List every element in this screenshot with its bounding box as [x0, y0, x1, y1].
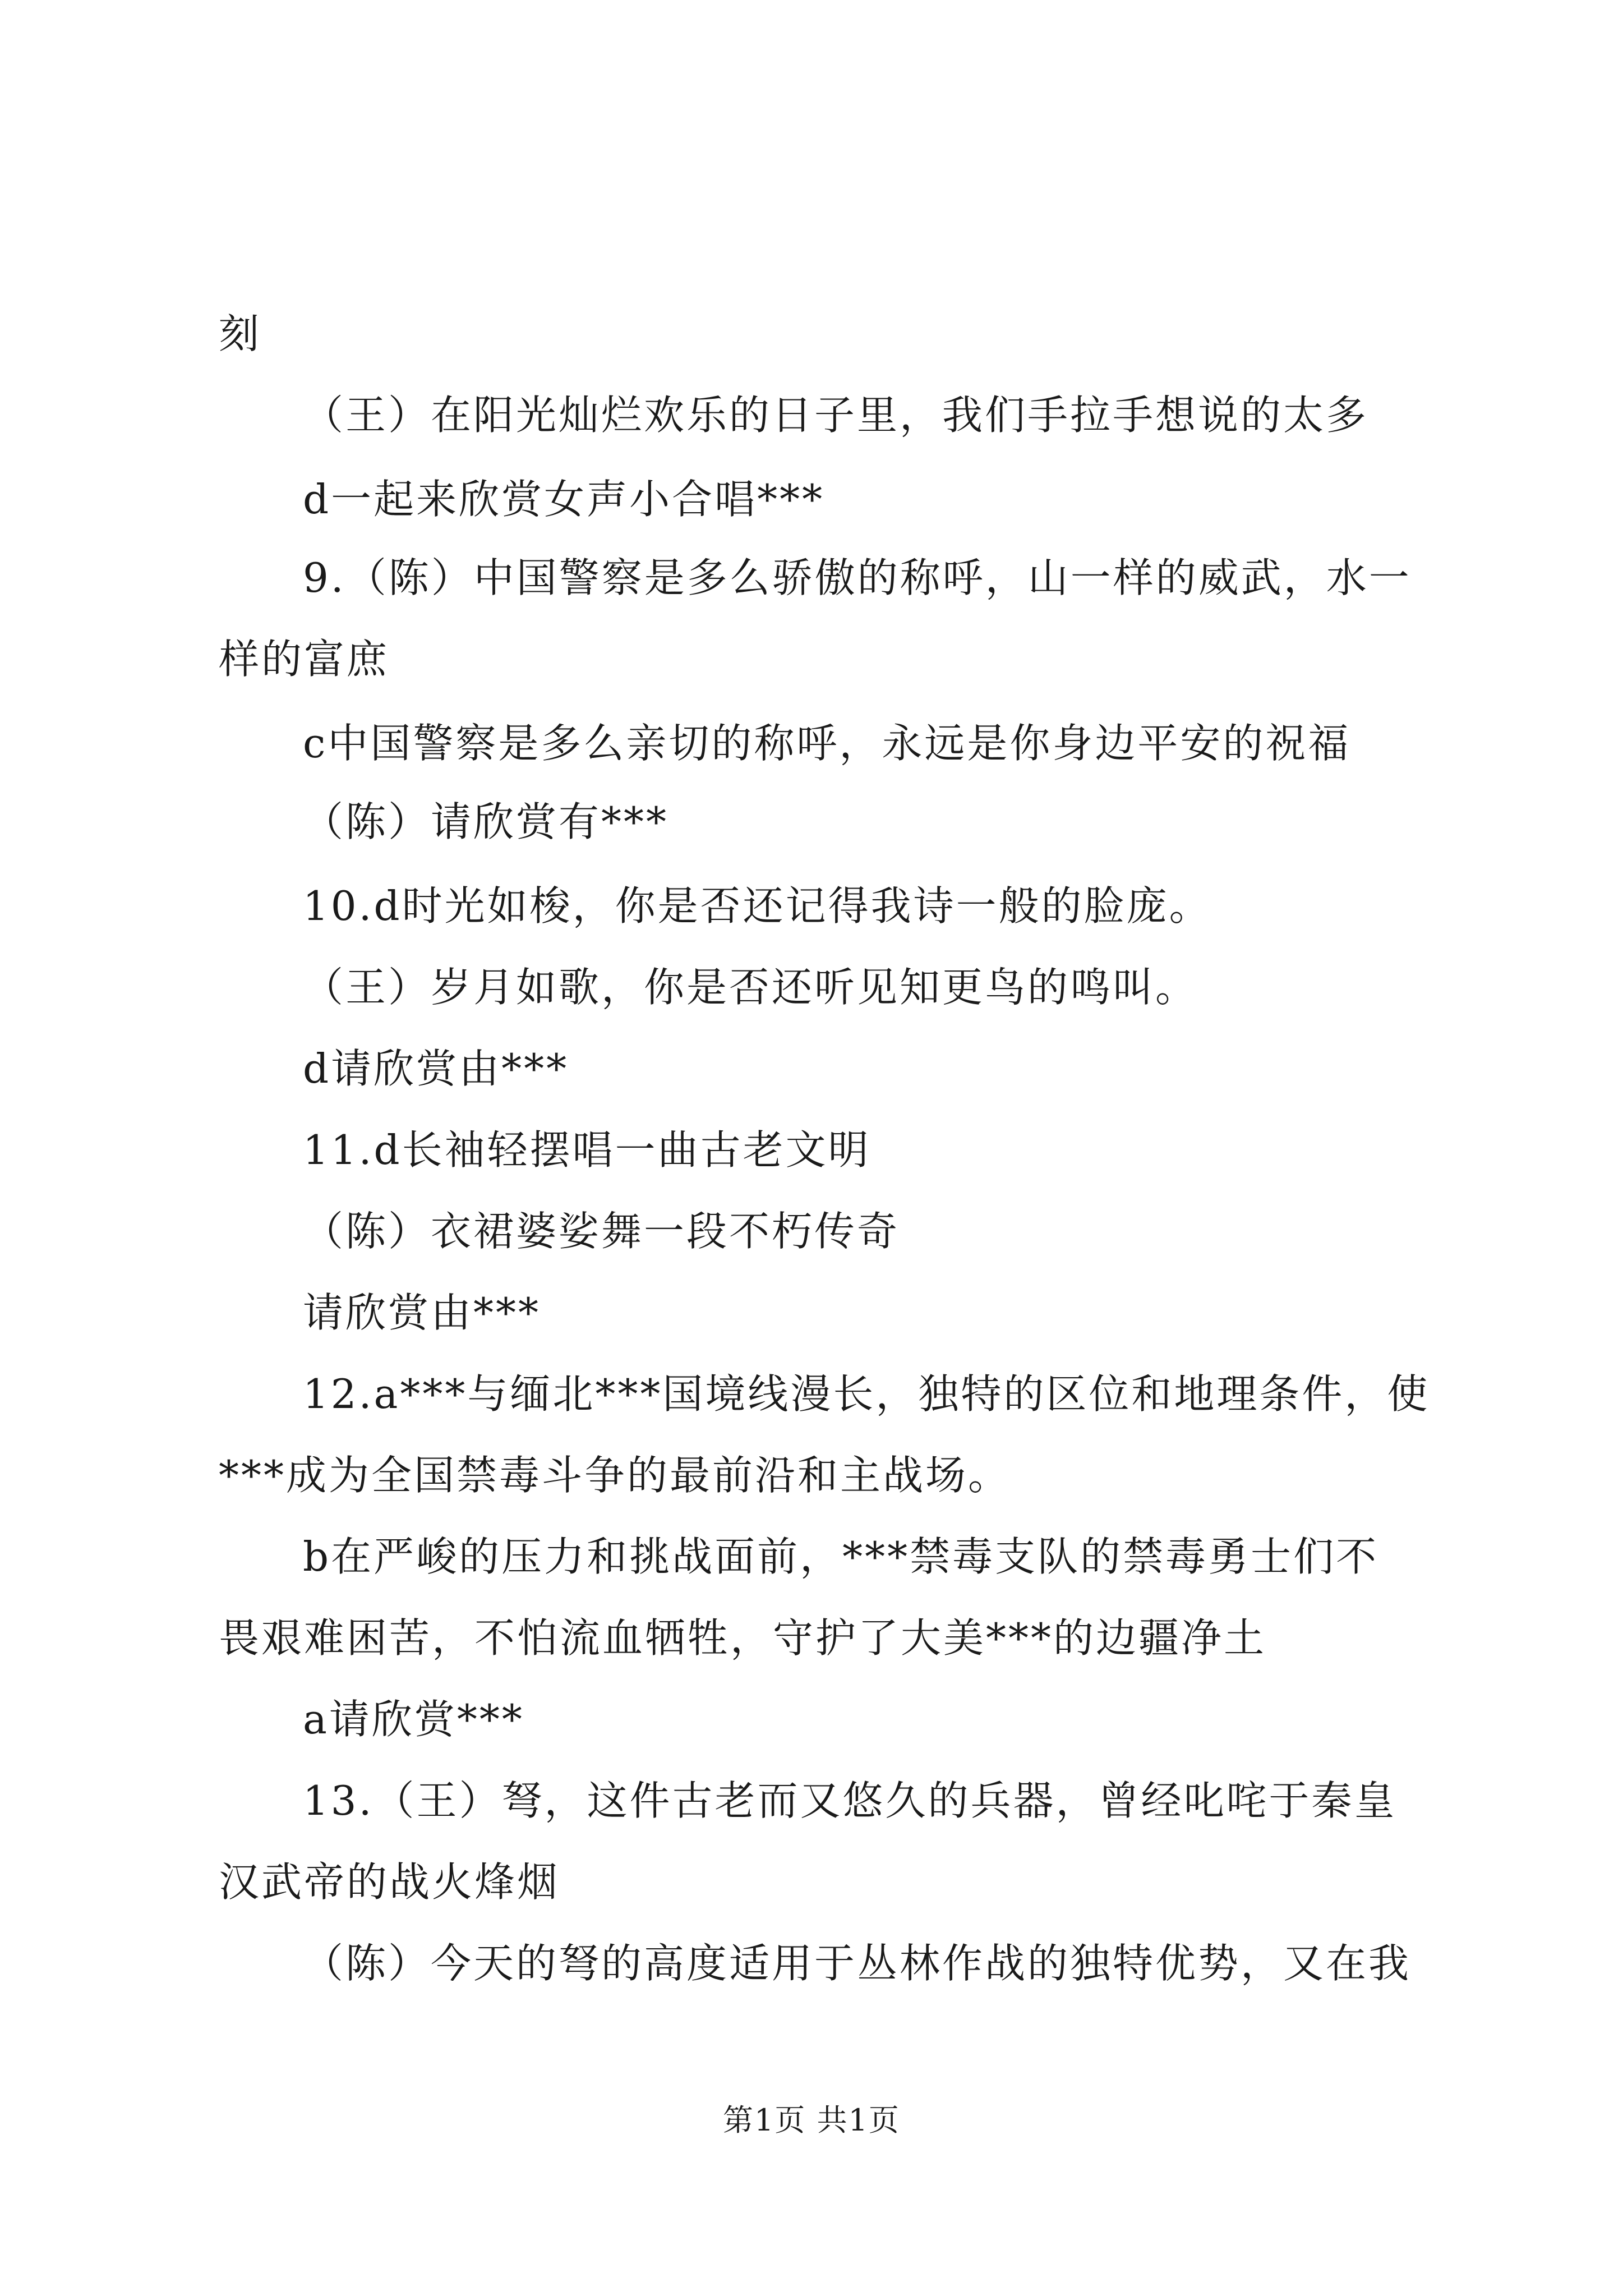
text-line: 畏艰难困苦，不怕流血牺牲，守护了大美***的边疆净土	[219, 1614, 1267, 1662]
text-line: d一起来欣赏女声小合唱***	[303, 476, 825, 523]
text-line: 请欣赏由***	[303, 1289, 541, 1336]
text-line: d请欣赏由***	[303, 1045, 569, 1092]
text-line: 汉武帝的战火烽烟	[219, 1858, 560, 1906]
text-line: （王）在阳光灿烂欢乐的日子里，我们手拉手想说的太多	[303, 392, 1369, 439]
text-line: 10.d时光如梭，你是否还记得我诗一般的脸庞。	[303, 882, 1212, 930]
page-footer: 第1页 共1页	[723, 2102, 900, 2138]
text-line: （陈）请欣赏有***	[303, 798, 669, 845]
text-line: 样的富庶	[219, 636, 390, 683]
text-line: 9.（陈）中国警察是多么骄傲的称呼，山一样的威武，水一	[303, 554, 1412, 601]
text-line: （陈）今天的弩的高度适用于丛林作战的独特优势，又在我	[303, 1940, 1412, 1987]
text-line: （王）岁月如歌，你是否还听见知更鸟的鸣叫。	[303, 964, 1198, 1011]
text-line: b在严峻的压力和挑战面前，***禁毒支队的禁毒勇士们不	[303, 1533, 1379, 1580]
text-line: （陈）衣裙婆娑舞一段不朽传奇	[303, 1208, 900, 1255]
text-line: 11.d长袖轻摆唱一曲古老文明	[303, 1126, 871, 1174]
text-line: a请欣赏***	[303, 1696, 524, 1743]
text-line: ***成为全国禁毒斗争的最前沿和主战场。	[219, 1452, 1011, 1499]
text-line: 13.（王）弩，这件古老而又悠久的兵器，曾经叱咤于秦皇	[303, 1777, 1397, 1824]
text-line: 12.a***与缅北***国境线漫长，独特的区位和地理条件，使	[303, 1370, 1430, 1418]
text-line: 刻	[219, 310, 262, 357]
text-line: c中国警察是多么亲切的称呼，永远是你身边平安的祝福	[303, 720, 1351, 767]
